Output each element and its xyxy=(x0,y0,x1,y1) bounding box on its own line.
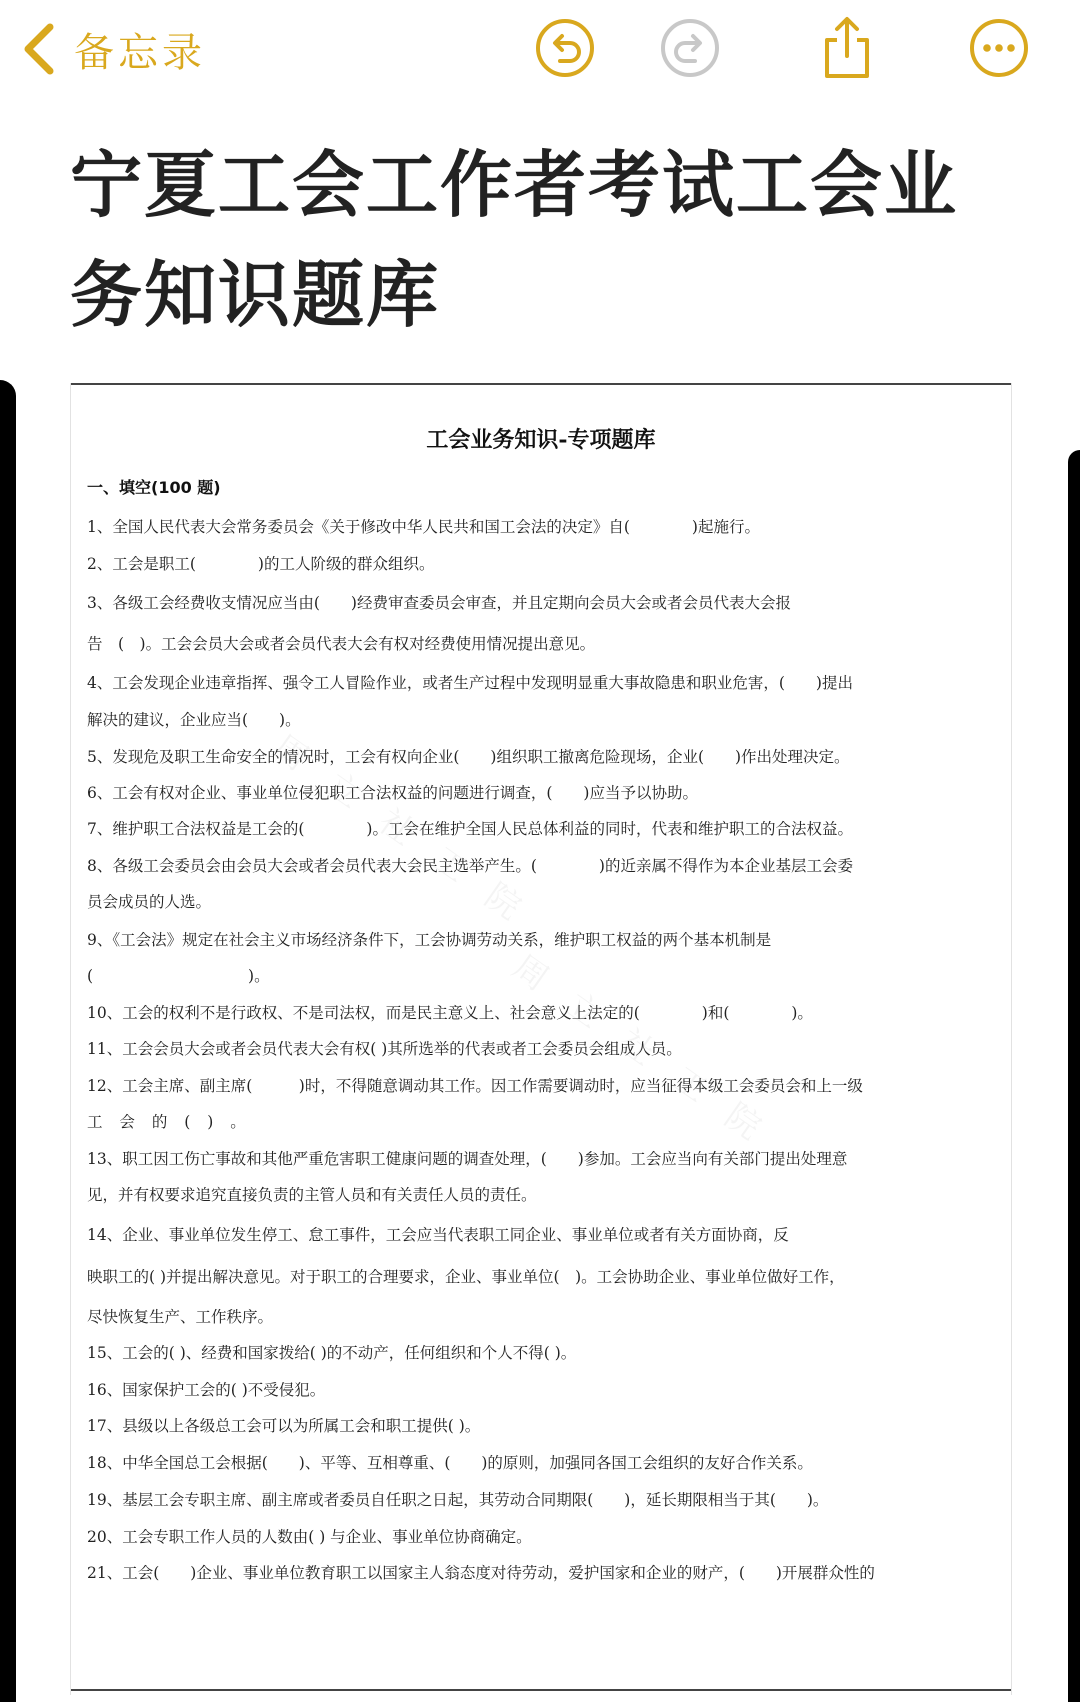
document-line: 16、国家保护工会的( )不受侵犯。 xyxy=(87,1381,326,1399)
document-line: 告 ( )。工会会员大会或者会员代表大会有权对经费使用情况提出意见。 xyxy=(87,635,596,653)
document-line: 20、工会专职工作人员的人数由( ) 与企业、事业单位协商确定。 xyxy=(87,1528,532,1546)
document-line: 1、全国人民代表大会常务委员会《关于修改中华人民共和国工会法的决定》自( )起施行。 xyxy=(87,518,760,536)
document-line: 14、企业、事业单位发生停工、怠工事件，工会应当代表职工同企业、事业单位或者有关方面协商，反 xyxy=(87,1226,789,1244)
document-line: 员会成员的人选。 xyxy=(87,893,212,911)
undo-icon xyxy=(534,17,596,79)
document-line: 8、各级工会委员会由会员大会或者会员代表大会民主选举产生。( )的近亲属不得作为本企业基层工会委 xyxy=(87,857,853,875)
document-line: 工 会 的 ( ) 。 xyxy=(87,1113,252,1131)
document-section-title: 一、填空(100 题) xyxy=(87,478,221,497)
navigation-bar xyxy=(0,0,1080,100)
chevron-left-icon xyxy=(22,23,56,75)
document-line: 7、维护职工合法权益是工会的( )。工会在维护全国人民总体利益的同时，代表和维护职工的合法权益。 xyxy=(87,820,853,838)
document-line: 11、工会会员大会或者会员代表大会有权( )其所选举的代表或者工会委员会组成人员。 xyxy=(87,1040,682,1058)
document-line: 9、《工会法》规定在社会主义市场经济条件下，工会协调劳动关系，维护职工权益的两个基本机制是 xyxy=(87,931,772,949)
phone-frame-right-edge xyxy=(1068,450,1080,1702)
phone-frame-left-edge xyxy=(0,380,16,1702)
back-label: 备忘录 xyxy=(74,29,206,76)
document-line: 3、各级工会经费收支情况应当由( )经费审查委员会审查，并且定期向会员大会或者会员代表大会报 xyxy=(87,594,791,612)
document-line: 2、工会是职工( )的工人阶级的群众组织。 xyxy=(87,555,435,573)
document-line: 6、工会有权对企业、事业单位侵犯职工合法权益的问题进行调查，( )应当予以协助。 xyxy=(87,784,698,802)
note-title[interactable] xyxy=(70,130,970,350)
document-line: 10、工会的权利不是行政权、不是司法权，而是民主意义上、社会意义上法定的( )和( )。 xyxy=(87,1004,813,1022)
share-icon xyxy=(819,16,875,80)
document-line: 4、工会发现企业违章指挥、强令工人冒险作业，或者生产过程中发现明显重大事故隐患和职业危害，( )提出 xyxy=(87,674,853,692)
back-button[interactable] xyxy=(22,14,206,84)
note-title-line-2: 务知识题库 xyxy=(70,253,441,337)
more-icon xyxy=(968,17,1030,79)
undo-button[interactable] xyxy=(533,16,597,80)
document-heading: 工会业务知识-专项题库 xyxy=(426,427,656,453)
document-line: 5、发现危及职工生命安全的情况时，工会有权向企业( )组织职工撤离危险现场，企业( )作出处理决定。 xyxy=(87,748,850,766)
redo-icon xyxy=(659,17,721,79)
redo-button[interactable] xyxy=(658,16,722,80)
document-line: 18、中华全国总工会根据( )、平等、互相尊重、( )的原则，加强同各国工会组织的友好合作关系。 xyxy=(87,1454,813,1472)
document-line: 13、职工因工伤亡事故和其他严重危害职工健康问题的调查处理，( )参加。工会应当向有关部门提出处理意 xyxy=(87,1150,848,1168)
document-line: 15、工会的( )、经费和国家拨给( )的不动产，任何组织和个人不得( )。 xyxy=(87,1344,577,1362)
document-line: 19、基层工会专职主席、副主席或者委员自任职之日起，其劳动合同期限( )，延长期限相当于其( )。 xyxy=(87,1491,829,1509)
document-line: 21、工会( )企业、事业单位教育职工以国家主人翁态度对待劳动，爱护国家和企业的财产，( )开展群众性的 xyxy=(87,1564,875,1582)
document-image[interactable] xyxy=(70,383,1012,1695)
document-line: 解决的建议，企业应当( )。 xyxy=(87,711,301,729)
document-line: 尽快恢复生产、工作秩序。 xyxy=(87,1308,274,1326)
document-line: 见，并有权要求追究直接负责的主管人员和有关责任人员的责任。 xyxy=(87,1186,537,1204)
document-top-rule xyxy=(71,383,1011,385)
document-line: ( )。 xyxy=(87,967,270,985)
document-bottom-rule xyxy=(71,1689,1011,1691)
note-title-line-1: 宁夏工会工作者考试工会业 xyxy=(70,143,959,227)
document-line: 17、县级以上各级总工会可以为所属工会和职工提供( )。 xyxy=(87,1417,481,1435)
document-line: 映职工的( )并提出解决意见。对于职工的合理要求，企业、事业单位( )。工会协助企业、事业单位做好工作， xyxy=(87,1268,845,1286)
document-line: 12、工会主席、副主席( )时，不得随意调动其工作。因工作需要调动时，应当征得本级工会委员会和上一级 xyxy=(87,1077,863,1095)
share-button[interactable] xyxy=(815,16,879,80)
more-button[interactable] xyxy=(967,16,1031,80)
